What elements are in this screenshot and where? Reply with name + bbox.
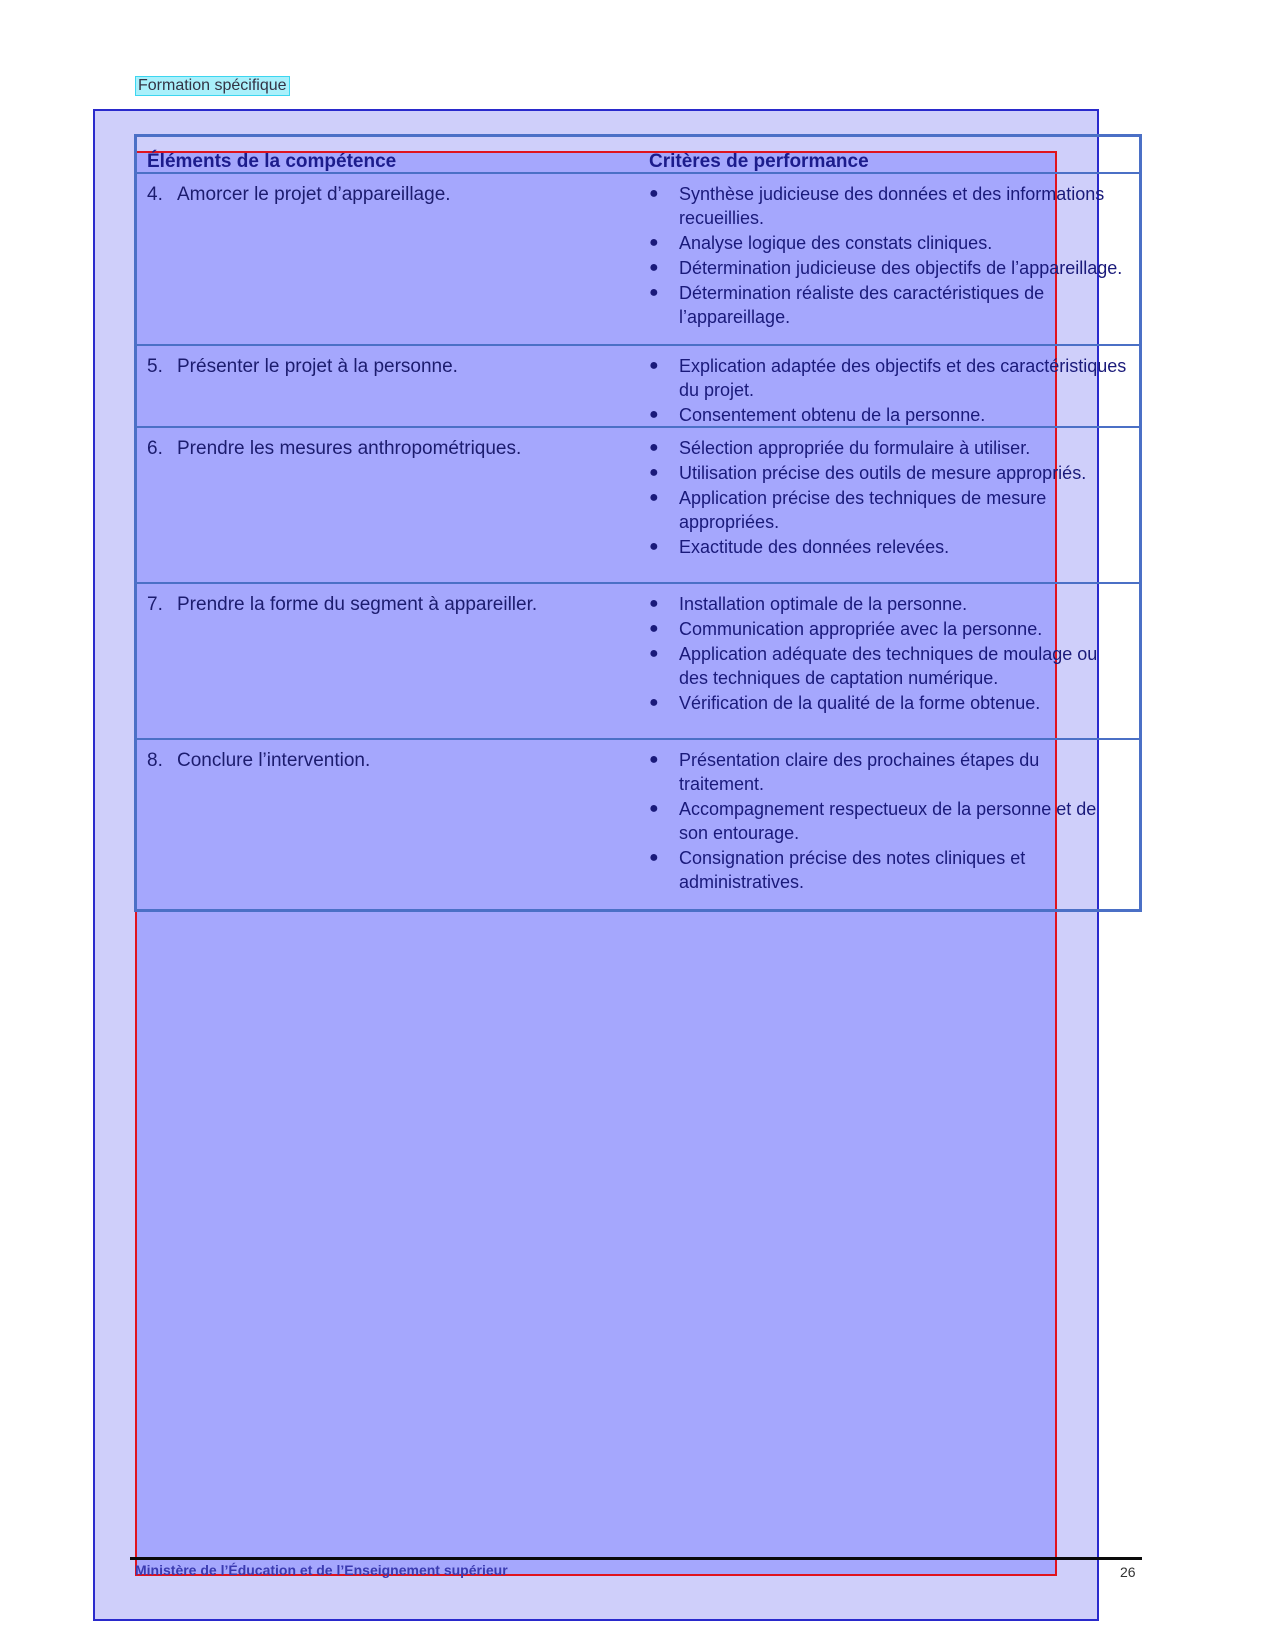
header-elements: Éléments de la compétence	[147, 151, 397, 172]
element-number: 5.	[147, 356, 163, 377]
bullet-icon: ●	[649, 849, 659, 866]
criterion-item: ● Application adéquate des techniques de moulage ou des techniques de captation numérique.	[649, 644, 1098, 688]
criterion-item: ● Exactitude des données relevées.	[649, 537, 950, 557]
criterion-item: ● Consentement obtenu de la personne.	[649, 405, 986, 425]
criterion-item: ● Consignation précise des notes cliniques et administratives.	[649, 848, 1026, 892]
element-text	[147, 184, 451, 206]
criterion-item: ● Accompagnement respectueux de la personne et de son entourage.	[649, 799, 1097, 843]
element-text	[147, 356, 458, 378]
table-row	[137, 740, 1139, 910]
element-text	[147, 594, 537, 616]
element-label: Présenter le projet à la personne.	[177, 356, 458, 377]
table-row	[137, 174, 1139, 344]
criterion-item: ● Vérification de la qualité de la forme obtenue.	[649, 693, 1041, 713]
bullet-icon: ●	[649, 259, 659, 276]
bullet-icon: ●	[649, 357, 659, 374]
criteria-list	[649, 592, 1129, 716]
bullet-icon: ●	[649, 234, 659, 251]
criterion-item: ● Analyse logique des constats cliniques.	[649, 233, 993, 253]
criterion-item: ● Sélection appropriée du formulaire à utiliser.	[649, 438, 1031, 458]
element-text	[147, 438, 521, 460]
criterion-item: ● Application précise des techniques de mesure appropriées.	[649, 488, 1047, 532]
element-number: 4.	[147, 184, 163, 205]
bullet-icon: ●	[649, 284, 659, 301]
bullet-icon: ●	[649, 800, 659, 817]
element-label: Amorcer le projet d’appareillage.	[177, 184, 451, 205]
criteria-list	[649, 354, 1129, 428]
criterion-item: ● Utilisation précise des outils de mesure appropriés.	[649, 463, 1087, 483]
element-text	[147, 750, 370, 772]
element-label: Conclure l’intervention.	[177, 750, 371, 771]
bullet-icon: ●	[649, 694, 659, 711]
criterion-item: ● Explication adaptée des objectifs et des caractéristiques du projet.	[649, 356, 1127, 400]
element-number: 8.	[147, 750, 163, 771]
bullet-icon: ●	[649, 595, 659, 612]
table-row	[137, 428, 1139, 582]
criterion-item: ● Détermination réaliste des caractéristiques de l’appareillage.	[649, 283, 1045, 327]
bullet-icon: ●	[649, 185, 659, 202]
table-row	[137, 584, 1139, 738]
bullet-icon: ●	[649, 645, 659, 662]
criterion-item: ● Communication appropriée avec la personne.	[649, 619, 1043, 639]
bullet-icon: ●	[649, 406, 659, 423]
criteria-list	[649, 182, 1129, 330]
bullet-icon: ●	[649, 464, 659, 481]
table-row	[137, 346, 1139, 426]
page-number: 26	[1120, 1564, 1136, 1580]
bullet-icon: ●	[649, 439, 659, 456]
criteria-list	[649, 748, 1129, 895]
criterion-item: ● Installation optimale de la personne.	[649, 594, 968, 614]
element-label: Prendre les mesures anthropométriques.	[177, 438, 522, 459]
element-label: Prendre la forme du segment à appareiller.	[177, 594, 538, 615]
criterion-item: ● Détermination judicieuse des objectifs de l’appareillage.	[649, 258, 1123, 278]
bullet-icon: ●	[649, 489, 659, 506]
criteria-list	[649, 436, 1129, 560]
running-head: Formation spécifique	[135, 76, 290, 96]
bullet-icon: ●	[649, 620, 659, 637]
bullet-icon: ●	[649, 751, 659, 768]
footer-ministry: Ministère de l’Éducation et de l’Enseignement supérieur	[135, 1562, 508, 1578]
header-criteria: Critères de performance	[649, 151, 869, 172]
criterion-item: ● Présentation claire des prochaines étapes du traitement.	[649, 750, 1040, 794]
element-number: 7.	[147, 594, 163, 615]
competence-table	[134, 134, 1142, 912]
element-number: 6.	[147, 438, 163, 459]
bullet-icon: ●	[649, 538, 659, 555]
criterion-item: ● Synthèse judicieuse des données et des informations recueillies.	[649, 184, 1105, 228]
footer-rule	[130, 1557, 1142, 1560]
